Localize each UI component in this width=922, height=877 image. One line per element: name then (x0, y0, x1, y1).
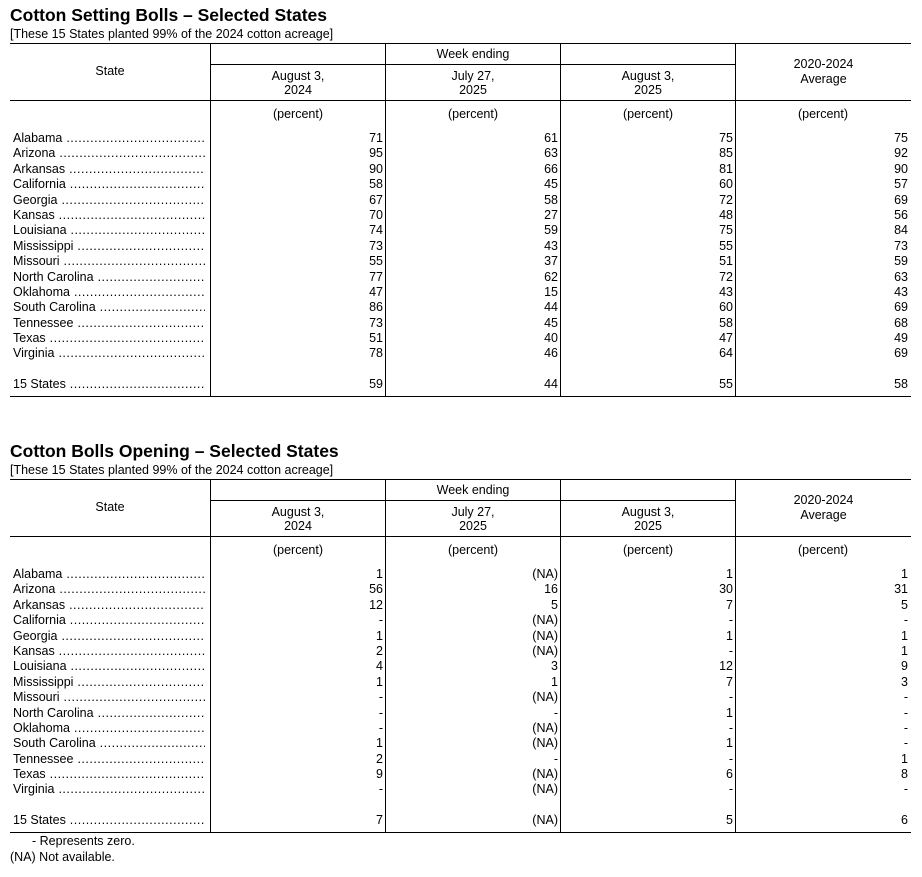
state-name: Louisiana ..... (13, 659, 205, 674)
value-cell: 1 (376, 567, 383, 581)
value-cell: 64 (719, 346, 733, 361)
value-cell: (NA) (532, 813, 558, 828)
footnotes (10, 833, 135, 865)
value-cell: 1 (376, 628, 383, 643)
value-cell: - (378, 720, 383, 735)
value-cell: 55 (719, 238, 733, 253)
value-cell: 1 (376, 736, 383, 751)
value-cell: 92 (894, 146, 908, 161)
value-cell: 3 (901, 674, 908, 689)
value-cell: 57 (894, 177, 908, 192)
table-row (10, 644, 911, 659)
table-row (10, 193, 911, 208)
value-cell: (NA) (532, 613, 558, 628)
value-cell: - (728, 613, 733, 628)
value-cell: 90 (369, 161, 383, 176)
value-cell: 2 (376, 751, 383, 766)
state-name: 15 States ..... (13, 813, 205, 828)
value-cell: 3 (551, 659, 558, 674)
value-cell: 8 (901, 767, 908, 782)
state-name: California ..... (13, 177, 205, 192)
week-column-header (561, 501, 735, 536)
unit-label: (percent) (622, 543, 674, 557)
state-name: Kansas ..... (13, 644, 205, 659)
value-cell: 59 (544, 223, 558, 238)
table-row (10, 223, 911, 238)
table-row (10, 254, 911, 269)
week-column-header (561, 65, 735, 100)
table-row (10, 208, 911, 223)
table-subtitle: [These 15 States planted 99% of the 2024 cotton acreage] (10, 27, 334, 41)
state-name: Alabama ..... (13, 131, 205, 146)
unit-label: (percent) (797, 107, 849, 121)
table-row (10, 567, 911, 582)
value-cell: (NA) (532, 767, 558, 782)
value-cell: - (903, 705, 908, 720)
value-cell: (NA) (532, 567, 558, 581)
value-cell: (NA) (532, 736, 558, 751)
table-row (10, 316, 911, 331)
value-cell: - (728, 690, 733, 705)
value-cell: 6 (901, 813, 908, 828)
value-cell: 1 (726, 736, 733, 751)
state-name: Kansas ..... (13, 208, 205, 223)
value-cell: - (378, 690, 383, 705)
week-column-header (211, 65, 385, 100)
table-row (10, 177, 911, 192)
cotton-bolls-opening-section (10, 440, 911, 833)
value-cell: 9 (376, 767, 383, 782)
state-name: 15 States ..... (13, 377, 205, 392)
value-cell: 1 (726, 567, 733, 581)
average-header-line2: Average (800, 72, 847, 86)
value-cell: - (553, 751, 558, 766)
value-cell: 75 (719, 223, 733, 238)
table-row (10, 629, 911, 644)
state-name: Oklahoma ..... (13, 285, 205, 300)
table-row (10, 752, 911, 767)
table-header (10, 44, 911, 101)
state-name: Georgia ..... (13, 193, 205, 208)
state-column-header: State (95, 64, 125, 78)
value-cell: 63 (544, 146, 558, 161)
value-cell: - (728, 782, 733, 797)
state-name: North Carolina ..... (13, 270, 205, 285)
state-name: Arkansas ..... (13, 598, 205, 613)
table-row (10, 162, 911, 177)
value-cell: 67 (369, 192, 383, 207)
value-cell: 90 (894, 161, 908, 176)
cotton-bolls-opening-table (10, 479, 911, 833)
value-cell: 48 (719, 207, 733, 222)
value-cell: 7 (726, 597, 733, 612)
value-cell: (NA) (532, 628, 558, 643)
value-cell: - (903, 782, 908, 797)
table-header (10, 480, 911, 537)
column-header-line1: August 3, (271, 504, 325, 519)
value-cell: - (728, 720, 733, 735)
value-cell: 40 (544, 331, 558, 346)
state-name: Tennessee ..... (13, 316, 205, 331)
state-name: Virginia ..... (13, 346, 205, 361)
unit-label: (percent) (447, 543, 499, 557)
table-row (10, 239, 911, 254)
value-cell: 62 (544, 269, 558, 284)
value-cell: 71 (369, 131, 383, 145)
table-row (10, 270, 911, 285)
value-cell: 12 (719, 659, 733, 674)
value-cell: (NA) (532, 782, 558, 797)
table-row (10, 346, 911, 361)
column-header-line2: 2024 (284, 518, 312, 533)
week-ending-header: Week ending (211, 480, 735, 501)
table-row (10, 736, 911, 751)
value-cell: 9 (901, 659, 908, 674)
average-header-line2: Average (800, 508, 847, 522)
state-name: South Carolina ..... (13, 300, 205, 315)
value-cell: 73 (369, 238, 383, 253)
state-name: Mississippi ..... (13, 239, 205, 254)
value-cell: (NA) (532, 643, 558, 658)
value-cell: 58 (894, 377, 908, 392)
value-cell: - (903, 690, 908, 705)
column-header-line1: July 27, (451, 68, 495, 83)
table-title: Cotton Bolls Opening – Selected States (10, 441, 339, 461)
value-cell: 59 (369, 377, 383, 392)
value-cell: 7 (726, 674, 733, 689)
state-name: Arizona ..... (13, 582, 205, 597)
value-cell: 44 (544, 300, 558, 315)
value-cell: 70 (369, 207, 383, 222)
cotton-setting-bolls-section (10, 4, 911, 397)
column-header-line1: August 3, (271, 68, 325, 83)
value-cell: - (903, 736, 908, 751)
value-cell: 43 (894, 284, 908, 299)
state-name: Tennessee ..... (13, 752, 205, 767)
state-name: Alabama ..... (13, 567, 205, 582)
table-row (10, 706, 911, 721)
unit-label: (percent) (272, 543, 324, 557)
state-name: California ..... (13, 613, 205, 628)
value-cell: 74 (369, 223, 383, 238)
table-row (10, 782, 911, 797)
value-cell: 55 (719, 377, 733, 392)
week-ending-header: Week ending (211, 44, 735, 65)
average-header-line1: 2020-2024 (793, 57, 854, 71)
value-cell: 43 (719, 284, 733, 299)
value-cell: 58 (369, 177, 383, 192)
value-cell: 5 (901, 597, 908, 612)
value-cell: 1 (726, 628, 733, 643)
value-cell: 73 (369, 315, 383, 330)
value-cell: 47 (369, 284, 383, 299)
value-cell: 1 (901, 643, 908, 658)
table-row (10, 331, 911, 346)
table-row (10, 146, 911, 161)
column-header-line1: August 3, (621, 68, 675, 83)
column-header-line2: 2025 (634, 518, 662, 533)
table-row (10, 721, 911, 736)
value-cell: 60 (719, 300, 733, 315)
value-cell: 5 (551, 597, 558, 612)
value-cell: 61 (544, 131, 558, 145)
value-cell: 78 (369, 346, 383, 361)
total-row (10, 813, 911, 828)
value-cell: 44 (544, 377, 558, 392)
value-cell: 30 (719, 582, 733, 597)
value-cell: 85 (719, 146, 733, 161)
value-cell: 63 (894, 269, 908, 284)
value-cell: 58 (544, 192, 558, 207)
unit-row (10, 537, 911, 567)
state-name: Missouri ..... (13, 254, 205, 269)
state-name: South Carolina ..... (13, 736, 205, 751)
unit-label: (percent) (447, 107, 499, 121)
value-cell: 47 (719, 331, 733, 346)
total-row (10, 377, 911, 392)
table-row (10, 675, 911, 690)
value-cell: 37 (544, 254, 558, 269)
week-column-header (386, 501, 560, 536)
table-row (10, 582, 911, 597)
value-cell: 58 (719, 315, 733, 330)
value-cell: 81 (719, 161, 733, 176)
column-header-line1: August 3, (621, 504, 675, 519)
table-row (10, 659, 911, 674)
value-cell: 1 (901, 628, 908, 643)
average-header-line1: 2020-2024 (793, 493, 854, 507)
value-cell: 86 (369, 300, 383, 315)
week-column-header (386, 65, 560, 100)
value-cell: (NA) (532, 720, 558, 735)
value-cell: 6 (726, 767, 733, 782)
footnote-na: (NA) Not available. (10, 850, 115, 864)
value-cell: 51 (719, 254, 733, 269)
unit-label: (percent) (622, 107, 674, 121)
value-cell: 7 (376, 813, 383, 828)
value-cell: 12 (369, 597, 383, 612)
state-name: Texas ..... (13, 767, 205, 782)
value-cell: - (553, 705, 558, 720)
value-cell: (NA) (532, 690, 558, 705)
unit-row (10, 101, 911, 131)
value-cell: 60 (719, 177, 733, 192)
value-cell: 59 (894, 254, 908, 269)
value-cell: 66 (544, 161, 558, 176)
average-column-header (736, 44, 911, 100)
column-header-line2: 2025 (634, 82, 662, 97)
table-body (10, 131, 911, 396)
value-cell: 45 (544, 315, 558, 330)
value-cell: 46 (544, 346, 558, 361)
value-cell: 73 (894, 238, 908, 253)
state-name: Texas ..... (13, 331, 205, 346)
value-cell: 1 (901, 567, 908, 581)
average-column-header (736, 480, 911, 536)
cotton-setting-bolls-table (10, 43, 911, 397)
value-cell: 31 (894, 582, 908, 597)
table-row (10, 300, 911, 315)
state-column-header: State (95, 500, 125, 514)
value-cell: 69 (894, 300, 908, 315)
state-name: Mississippi ..... (13, 675, 205, 690)
value-cell: 1 (551, 674, 558, 689)
table-body (10, 567, 911, 832)
state-name: Arkansas ..... (13, 162, 205, 177)
table-row (10, 613, 911, 628)
value-cell: 68 (894, 315, 908, 330)
state-name: Oklahoma ..... (13, 721, 205, 736)
week-column-header (211, 501, 385, 536)
table-row (10, 131, 911, 146)
value-cell: 55 (369, 254, 383, 269)
value-cell: 72 (719, 192, 733, 207)
state-name: Missouri ..... (13, 690, 205, 705)
value-cell: 1 (376, 674, 383, 689)
table-title: Cotton Setting Bolls – Selected States (10, 5, 327, 25)
state-name: North Carolina ..... (13, 706, 205, 721)
column-header-line2: 2024 (284, 82, 312, 97)
value-cell: - (728, 751, 733, 766)
value-cell: 75 (719, 131, 733, 145)
state-name: Louisiana ..... (13, 223, 205, 238)
unit-label: (percent) (272, 107, 324, 121)
state-name: Georgia ..... (13, 629, 205, 644)
value-cell: 1 (726, 705, 733, 720)
value-cell: 72 (719, 269, 733, 284)
value-cell: 69 (894, 346, 908, 361)
value-cell: 15 (544, 284, 558, 299)
value-cell: 56 (369, 582, 383, 597)
table-row (10, 285, 911, 300)
value-cell: - (728, 643, 733, 658)
value-cell: 49 (894, 331, 908, 346)
table-row (10, 690, 911, 705)
table-row (10, 598, 911, 613)
value-cell: 27 (544, 207, 558, 222)
value-cell: - (903, 613, 908, 628)
value-cell: 75 (894, 131, 908, 145)
value-cell: 69 (894, 192, 908, 207)
value-cell: 1 (901, 751, 908, 766)
footnote-zero: - Represents zero. (32, 834, 135, 848)
value-cell: 5 (726, 813, 733, 828)
unit-label: (percent) (797, 543, 849, 557)
value-cell: - (378, 705, 383, 720)
table-subtitle: [These 15 States planted 99% of the 2024 cotton acreage] (10, 463, 334, 477)
table-row (10, 767, 911, 782)
column-header-line1: July 27, (451, 504, 495, 519)
value-cell: - (378, 613, 383, 628)
value-cell: - (903, 720, 908, 735)
value-cell: 51 (369, 331, 383, 346)
value-cell: 16 (544, 582, 558, 597)
value-cell: 43 (544, 238, 558, 253)
column-header-line2: 2025 (459, 518, 487, 533)
value-cell: 56 (894, 207, 908, 222)
state-name: Arizona ..... (13, 146, 205, 161)
value-cell: 2 (376, 643, 383, 658)
column-header-line2: 2025 (459, 82, 487, 97)
value-cell: - (378, 782, 383, 797)
value-cell: 4 (376, 659, 383, 674)
value-cell: 84 (894, 223, 908, 238)
value-cell: 45 (544, 177, 558, 192)
state-name: Virginia ..... (13, 782, 205, 797)
value-cell: 95 (369, 146, 383, 161)
value-cell: 77 (369, 269, 383, 284)
